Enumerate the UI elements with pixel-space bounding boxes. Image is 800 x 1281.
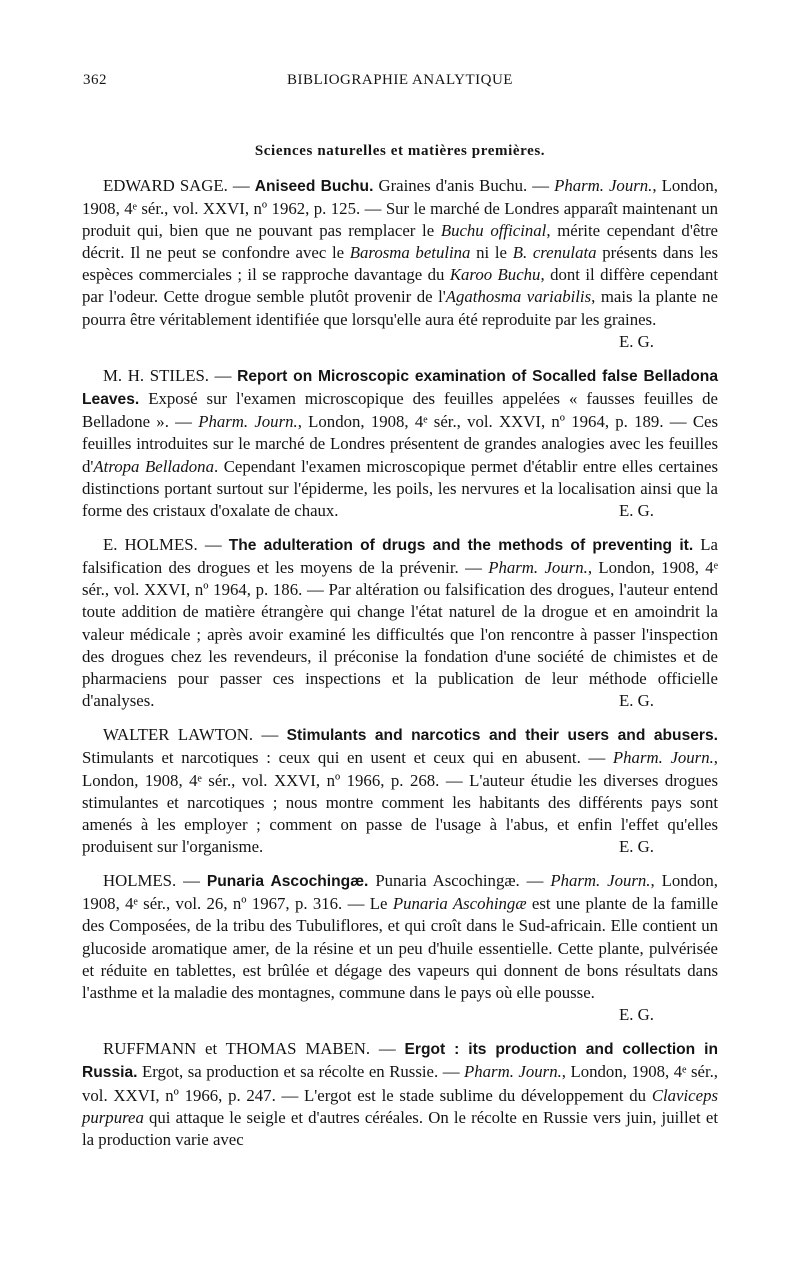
entry-text: , mérite cependant d'être décrit. Il ne peut se confondre avec le xyxy=(82,221,718,263)
species-name: Atropa Belladona xyxy=(93,456,214,476)
entry-title: Ergot : its production and collection in Russia. xyxy=(82,1041,718,1082)
entry-author: RUFFMANN et THOMAS MABEN. — xyxy=(103,1039,405,1059)
entry-text: , dont il diffère cependant par l'odeur. Cette drogue semble plutôt provenir de l' xyxy=(82,265,718,307)
entry-text: La falsification des drogues et les moyens de la prévenir. — xyxy=(82,535,718,578)
journal-name: Pharm. Journ. xyxy=(612,748,714,768)
page-number: 362 xyxy=(83,72,107,88)
signature-text: E. G. xyxy=(619,1004,654,1024)
journal-name: Pharm. Journ. xyxy=(488,558,588,578)
entry-stiles xyxy=(82,365,718,522)
species-name: Buchu officinal xyxy=(440,221,547,241)
journal-name: Pharm. Journ. xyxy=(554,176,653,195)
entry-text: est une plante de la famille des Composées, de la tribu des Tubuliflores, et qui croît dans le Sud-africain. Elle contient un glucoside aromatique amer, de la résine et un peu d'huile essentielle. Cette plante, pulvérisée et réduite en tablettes, est brûlée et dégage des vapeurs qui donnent de bons résultats dans l'asthme et la maladie des montagnes, commune dans le pays où elle pousse. xyxy=(82,894,719,1002)
entry-holmes-punaria xyxy=(82,870,718,1026)
species-name: Claviceps purpurea xyxy=(82,1085,718,1127)
journal-name: Pharm. Journ. xyxy=(464,1062,562,1082)
running-head xyxy=(83,72,717,94)
entry-author: E. HOLMES. — xyxy=(103,535,229,555)
entry-text: , London, 1908, 4ᵉ sér., vol. XXVI, nº 1966, p. 247. — L'ergot est le stade sublime du développement du xyxy=(82,1062,719,1105)
entry-signature: E. G. xyxy=(619,500,654,520)
species-name: Punaria Ascohingæ xyxy=(392,894,527,914)
entry-sage xyxy=(82,175,718,353)
entry-lawton xyxy=(82,724,718,858)
entry-title: Report on Microscopic examination of Socalled false Belladona Leaves. xyxy=(82,368,719,409)
journal-name: Pharm. Journ. xyxy=(198,412,298,432)
entries-list xyxy=(82,175,718,1163)
entry-signature xyxy=(82,1004,718,1026)
entry-signature: E. G. xyxy=(619,331,654,351)
entry-text: ni le xyxy=(470,243,513,263)
entry-text: , London, 1908, 4ᵉ sér., vol. 26, nº 1967, p. 316. — Le xyxy=(82,871,718,914)
entry-signature: E. G. xyxy=(619,690,654,710)
entry-signature: E. G. xyxy=(619,836,654,856)
entry-text: Ergot, sa production et sa récolte en Russie. — xyxy=(137,1062,465,1082)
entry-author: WALTER LAWTON. — xyxy=(103,725,287,745)
species-name: Karoo Buchu xyxy=(449,265,541,285)
entry-ruffmann xyxy=(82,1038,718,1150)
entry-author: M. H. STILES. — xyxy=(103,366,238,386)
entry-title: Punaria Ascochingæ. xyxy=(206,873,369,891)
entry-text: , London, 1908, 4ᵉ sér., vol. XXVI, nº 1964, p. 186. — Par altération ou falsification des drogues, l'auteur entend toute addition de matière étrangère qui change l'état naturel de la drogue et en amoindrit la valeur médicale ; après avoir examiné les difficultés que l'on rencontre à passer l'inspection des drogues chez les revendeurs, il préconise la fondation d'une société de chimistes et de pharmaciens pour passer ces inspections et la publication de leur méthode officielle d'analyses. xyxy=(82,558,719,710)
species-name: B. crenulata xyxy=(512,243,597,263)
running-title: BIBLIOGRAPHIE ANALYTIQUE xyxy=(287,72,513,88)
entry-text: . Cependant l'examen microscopique permet d'établir entre elles certaines distinctions portant surtout sur l'épiderme, les poils, les nervures et la localisation ainsi que la forme des cristaux d'oxalate de chaux. xyxy=(82,456,718,520)
section-title: Sciences naturelles et matières premières. xyxy=(254,143,546,159)
entry-title: Aniseed Buchu. xyxy=(254,178,374,195)
species-name: Barosma betulina xyxy=(349,243,471,263)
entry-author: EDWARD SAGE. — xyxy=(103,176,255,195)
entry-author: HOLMES. — xyxy=(103,871,207,891)
entry-text: , London, 1908, 4ᵉ sér., vol. XXVI, nº 1966, p. 268. — L'auteur étudie les diverses drogues stimulantes et narcotiques ; nous montre comment les habitants des différents pays sont amenés à les employer ; comment on passe de l'usage à l'abus, et enfin l'effet qu'elles produisent sur l'organisme. xyxy=(82,748,718,856)
entry-text: , mais la plante ne pourra être véritablement identifiée que lorsqu'elle aura été reproduite par les graines. xyxy=(82,287,719,329)
entry-text: Exposé sur l'examen microscopique des feuilles appelées « fausses feuilles de Belladone ». — xyxy=(82,389,718,432)
entry-text: , London, 1908, 4ᵉ sér., vol. XXVI, nº 1964, p. 189. — Ces feuilles introduites sur le marché de Londres présentent de grandes analogies avec les feuilles d' xyxy=(82,412,718,476)
entry-text: Graines d'anis Buchu. — xyxy=(373,176,555,195)
entry-holmes-adulteration xyxy=(82,534,718,712)
entry-title: The adulteration of drugs and the methods of preventing it. xyxy=(228,537,694,555)
entry-text: , London, 1908, 4ᵉ sér., vol. XXVI, nº 1962, p. 125. — Sur le marché de Londres apparaît maintenant un produit qui, bien que ne pouvant pas remplacer le xyxy=(82,176,718,241)
species-name: Agathosma variabilis xyxy=(445,287,592,307)
entry-text: Stimulants et narcotiques : ceux qui en usent et ceux qui en abusent. — xyxy=(82,748,613,768)
entry-title: Stimulants and narcotics and their users and abusers. xyxy=(286,727,718,745)
entry-text: qui attaque le seigle et d'autres céréales. On le récolte en Russie vers juin, juillet et la production varie avec xyxy=(82,1107,718,1149)
entry-text: Punaria Ascochingæ. — xyxy=(368,871,551,891)
entry-text: présents dans les espèces commerciales ; il se rapproche davantage du xyxy=(82,243,718,285)
journal-name: Pharm. Journ. xyxy=(550,871,651,891)
